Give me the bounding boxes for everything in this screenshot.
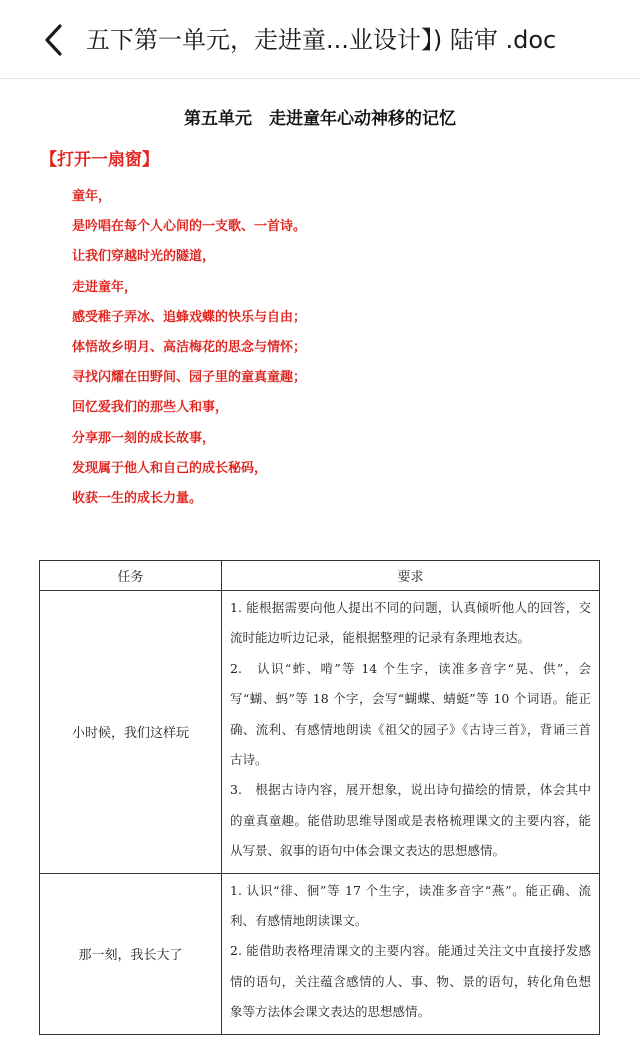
unit-heading: 第五单元 走进童年心动神移的记忆 bbox=[184, 109, 456, 129]
table-header-row bbox=[40, 561, 600, 591]
poem-line: 是吟唱在每个人心间的一支歌、一首诗。 bbox=[72, 219, 307, 235]
top-bar bbox=[0, 0, 640, 79]
chevron-left-icon bbox=[36, 20, 72, 60]
table-row bbox=[40, 873, 600, 1034]
requirement-item: 1. 能根据需要向他人提出不同的问题，认真倾听他人的回答，交流时能边听边记录，能根据整理的记录有条理地表达。 bbox=[230, 600, 591, 646]
requirement-item: 2. 能借助表格理清课文的主要内容。能通过关注文中直接抒发感情的语句，关注蕴含感情的人、事、物、景的语句，转化角色想象等方法体会课文表达的思想感情。 bbox=[230, 943, 591, 1020]
poem-line: 感受稚子弄冰、追蜂戏蝶的快乐与自由； bbox=[72, 309, 307, 325]
task-cell: 小时候，我们这样玩 bbox=[40, 591, 222, 874]
section-label: 【打开一扇窗】 bbox=[40, 150, 159, 170]
poem-line: 体悟故乡明月、高洁梅花的思念与情怀； bbox=[72, 339, 307, 355]
poem-line: 发现属于他人和自己的成长秘码， bbox=[72, 460, 268, 476]
poem bbox=[72, 182, 306, 514]
poem-line: 走进童年， bbox=[72, 279, 138, 295]
document-page bbox=[0, 79, 640, 1037]
column-header-task: 任务 bbox=[40, 561, 222, 591]
document-title: 五下第一单元，走进童...业设计】) 陆审 .doc bbox=[86, 26, 557, 54]
requirement-item: 1. 认识“徘、徊”等 17 个生字，读准多音字“燕”。能正确、流利、有感情地朗读课文。 bbox=[230, 882, 591, 929]
requirements-table bbox=[39, 560, 600, 1035]
requirements-cell bbox=[222, 591, 600, 874]
requirement-item: 2. 认识“蚱、啃”等 14 个生字，读准多音字“晃、供”，会写“蝴、蚂”等 18 个字，会写“蝴蝶、蜻蜓”等 10 个词语。能正确、流利、有感情地朗读《祖父的园子》《古诗三首》，背诵三首古诗。 bbox=[230, 660, 591, 768]
task-cell: 那一刻，我长大了 bbox=[40, 873, 222, 1034]
requirements-cell bbox=[222, 873, 600, 1034]
table-row bbox=[40, 591, 600, 874]
poem-line: 收获一生的成长力量。 bbox=[72, 490, 203, 506]
back-button[interactable] bbox=[36, 20, 72, 60]
poem-line: 分享那一刻的成长故事， bbox=[72, 430, 216, 446]
requirement-item: 3. 根据古诗内容，展开想象，说出诗句描绘的情景，体会其中的童真童趣。能借助思维导图或是表格梳理课文的主要内容，能从写景、叙事的语句中体会课文表达的思想感情。 bbox=[230, 782, 591, 859]
poem-line: 童年， bbox=[72, 189, 112, 204]
poem-line: 寻找闪耀在田野间、园子里的童真童趣； bbox=[72, 370, 307, 386]
poem-line: 回忆爱我们的那些人和事， bbox=[72, 400, 229, 416]
column-header-requirements: 要求 bbox=[222, 561, 600, 591]
poem-line: 让我们穿越时光的隧道， bbox=[72, 249, 216, 265]
